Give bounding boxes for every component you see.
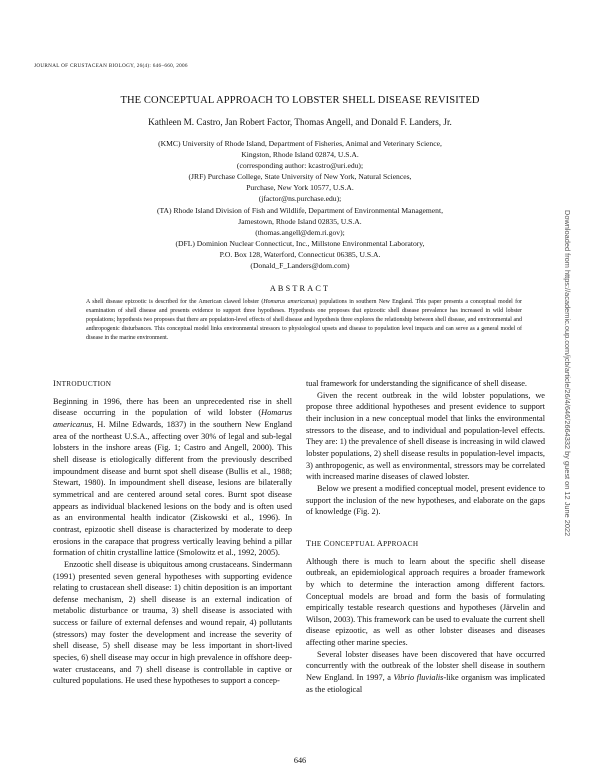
paragraph: Beginning in 1996, there has been an unprecedented rise in shell disease occurring in the population of wild lobster (Homarus americanus, H. Milne Edwards, 1837) in the southern New England area of the northeast U.S.A., affecting over 30% of legal and sub-legal lobsters in the inshore areas (Fig. 1; Castro and Angell, 2000). This shell disease is etiologically different from the previously described impoundment disease and burnt spot shell disease (Bullis et al., 1988; Stewart, 1980). In impoundment shell disease, lesions are bilaterally symmetrical and are centered around setal cores. Burnt spot disease appears as individual blackened lesions on the body and is often used as an environmental health indicator (Ziskowski et al., 1996). In contrast, epizootic shell disease is characterized by moderate to deep erosions in the carapace that progress vertically leaving behind a pillar formation of chitin crystalline lattice (Smolowitz et al., 1992, 2005). [53, 396, 292, 558]
affiliation-line: Kingston, Rhode Island 02874, U.S.A. [241, 150, 359, 160]
affiliation-line: (TA) Rhode Island Division of Fish and Wildlife, Department of Environmental Management, [157, 205, 443, 215]
abstract-text: ) populations in southern New England. This paper presents a conceptual model for examination of shell disease and presents evidence to support three hypotheses. Hypothesis one proposes that epizootic shell disease prevalence has increased in wild lobster populations; hypothesis two proposes that there are population-level effects of shell disease and hypothesis three explores the relationship between shell disease, and environmental and anthropogenic disturbances. This conceptual model links environmental stressors to physiological upsets and disease to population level impacts and can serve as a general model of disease in the marine environment. [86, 299, 523, 342]
species-name: Vibrio fluvialis [393, 673, 444, 683]
affiliation-line: (jfactor@ns.purchase.edu); [258, 194, 342, 204]
paragraph: Several lobster diseases have been discovered that have occurred concurrently with the outbreak of the lobster shell disease in southern New England. In 1997, a Vibrio fluvialis-like organism was implicated as the etiological [306, 649, 545, 694]
affiliation-line: Purchase, New York 10577, U.S.A. [246, 183, 354, 193]
affiliation-line: Jamestown, Rhode Island 02835, U.S.A. [238, 216, 362, 226]
affiliation-line: (JRF) Purchase College, State University of New York, Natural Sciences, [188, 172, 412, 182]
article-title: THE CONCEPTUAL APPROACH TO LOBSTER SHELL DISEASE REVISITED [120, 95, 480, 106]
affiliation-line: (corresponding author: kcastro@uri.edu); [236, 161, 364, 171]
affiliation-line: (Donald_F_Landers@dom.com) [250, 261, 350, 271]
paragraph: Given the recent outbreak in the wild lobster populations, we propose three additional hypotheses and present evidence to support their inclusion in a new conceptual model that links the environmental stressors to the disease, and to individual and population-level effects. They are: 1) the prevalence of shell disease is increasing in wild clawed lobster populations, 2) shell disease results in population-level impacts, 3) anthropogenic, as well as environmental, stressors may be correlated with increased marine diseases of clawed lobster. [306, 390, 545, 482]
abstract-text: A shell disease epizootic is described for the American clawed lobster ( [86, 299, 264, 305]
paragraph: Although there is much to learn about the specific shell disease outbreak, an epidemiological approach requires a broader framework by which to determine the interaction among different factors. Conceptual models are broad and form the basis of formulating empirically testable research questions and hypotheses (Järvelin and Wilson, 2003). This framework can be used to evaluate the current shell disease epizootic, as well as other lobster diseases and diseases affecting other marine species. [306, 556, 545, 648]
affiliations [0, 138, 600, 271]
right-column [306, 378, 545, 695]
species-name: Homarus americanus [53, 408, 292, 429]
section-heading-conceptual-approach: THE CONCEPTUAL APPROACH [306, 538, 419, 548]
left-column [53, 378, 292, 687]
download-notice: Downloaded from https://academic.oup.com/jcb/article/26/4/646/2664332 by guest on 12 June 2022 [563, 210, 572, 537]
abstract-body [86, 298, 522, 343]
page-number: 646 [293, 756, 307, 765]
affiliation-line: (DFL) Dominion Nuclear Connecticut, Inc., Millstone Environmental Laboratory, [175, 238, 425, 248]
affiliation-line: P.O. Box 128, Waterford, Connecticut 06385, U.S.A. [219, 249, 381, 259]
section-heading-introduction: INTRODUCTION [53, 379, 112, 388]
paragraph: Enzootic shell disease is ubiquitous among crustaceans. Sindermann (1991) presented seven general hypotheses with supporting evidence relating to crustacean shell disease: 1) chitin deposition is an important defense mechanism, 2) shell disease is an external indication of metabolic disturbance or trauma, 3) shell disease is associated with success or failure of external defenses and wound repair, 4) pollutants (stressors) may foster the development and increase the severity of shell disease, 5) shell disease may be less important in short-lived species, 6) shell disease may occur in high prevalence in offshore deep-water crustaceans, and 7) shell disease is controllable in captive or cultured populations. He used these hypotheses to support a concep- [53, 559, 292, 686]
affiliation-line: (thomas.angell@dem.ri.gov); [255, 227, 345, 237]
affiliation-line: (KMC) University of Rhode Island, Department of Fisheries, Animal and Veterinary Science, [158, 139, 442, 148]
paragraph: Below we present a modified conceptual model, present evidence to support the inclusion of the new hypotheses, and elaborate on the gaps of knowledge (Fig. 2). [306, 483, 545, 517]
download-sidebar [562, 210, 572, 610]
journal-header: JOURNAL OF CRUSTACEAN BIOLOGY, 26(4): 646–660, 2006 [34, 63, 188, 69]
author-list: Kathleen M. Castro, Jan Robert Factor, Thomas Angell, and Donald F. Landers, Jr. [148, 117, 452, 127]
species-name: Homarus americanus [263, 299, 316, 305]
paragraph: tual framework for understanding the significance of shell disease. [306, 379, 527, 388]
abstract-heading: ABSTRACT [269, 284, 331, 293]
